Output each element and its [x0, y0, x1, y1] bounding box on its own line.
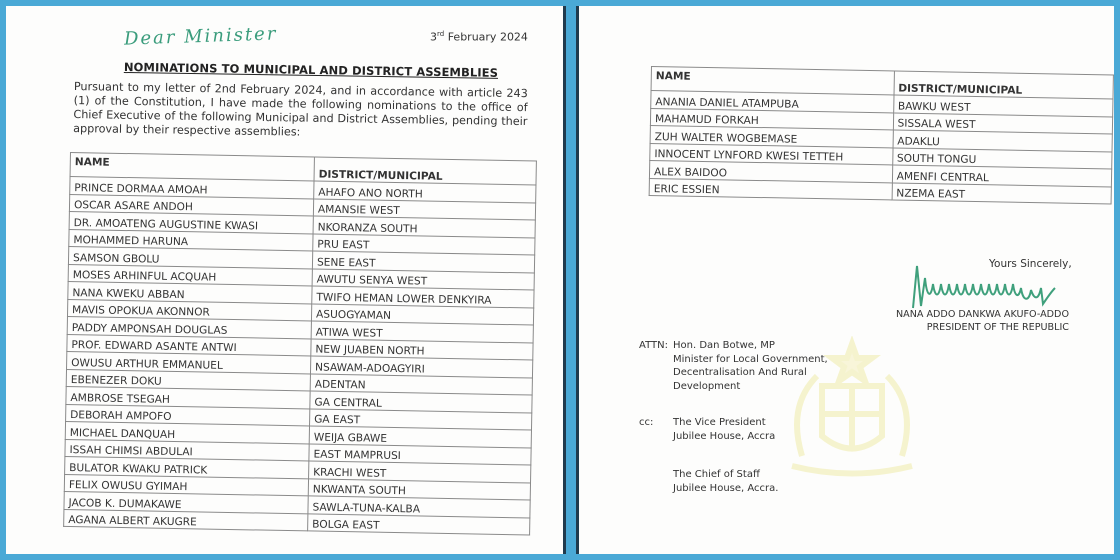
- district-name: SAWLA-TUNA-KALBA: [308, 496, 530, 518]
- district-name: ASUOGYAMAN: [311, 303, 533, 325]
- district-name: TWIFO HEMAN LOWER DENKYIRA: [312, 286, 534, 308]
- district-name: NKWANTA SOUTH: [308, 478, 530, 500]
- nominee-name: BULATOR KWAKU PATRICK: [65, 456, 309, 478]
- district-name: AMANSIE WEST: [313, 198, 535, 220]
- district-name: NZEMA EAST: [892, 182, 1112, 204]
- document-page-2: [576, 6, 1114, 554]
- district-name: WEIJA GBAWE: [309, 426, 531, 448]
- district-name: GA EAST: [310, 408, 532, 430]
- district-name: NKORANZA SOUTH: [313, 216, 535, 238]
- cc-label: cc:: [639, 417, 654, 428]
- nominee-name: ALEX BAIDOO: [649, 160, 892, 182]
- nominee-name: PRINCE DORMAA AMOAH: [70, 177, 314, 199]
- handwritten-salutation: Dear Minister: [123, 23, 278, 50]
- attn-line: Decentralisation And Rural: [673, 367, 807, 378]
- nominations-table-page-1: [63, 152, 537, 535]
- district-name: NEW JUABEN NORTH: [311, 338, 533, 360]
- district-name: ADAKLU: [893, 130, 1113, 152]
- column-header-name: NAME: [651, 67, 894, 95]
- district-name: NSAWAM-ADOAGYIRI: [310, 356, 532, 378]
- document-page-1: [6, 6, 566, 554]
- column-header-district: DISTRICT/MUNICIPAL: [314, 157, 536, 185]
- nominee-name: AGANA ALBERT AKUGRE: [64, 509, 308, 531]
- nominee-name: EBENEZER DOKU: [66, 369, 310, 391]
- attn-line: Development: [673, 380, 741, 392]
- nominee-name: MAHAMUD FORKAH: [650, 108, 893, 130]
- nominee-name: ZUH WALTER WOGBEMASE: [650, 125, 893, 147]
- document-title: NOMINATIONS TO MUNICIPAL AND DISTRICT ASSEMBLIES: [123, 60, 499, 80]
- nominee-name: INNOCENT LYNFORD KWESI TETTEH: [650, 143, 893, 165]
- nominee-name: MOHAMMED HARUNA: [69, 229, 313, 251]
- district-name: ATIWA WEST: [311, 321, 533, 343]
- cc-block-chief-of-staff: [673, 468, 778, 495]
- nominee-name: PADDY AMPONSAH DOUGLAS: [67, 316, 311, 338]
- nominee-name: DR. AMOATENG AUGUSTINE KWASI: [69, 211, 313, 233]
- nominee-name: MAVIS OPOKUA AKONNOR: [67, 299, 311, 321]
- closing-text: Yours Sincerely,: [989, 258, 1072, 270]
- nominee-name: SAMSON GBOLU: [68, 246, 312, 268]
- district-name: BAWKU WEST: [893, 95, 1113, 117]
- district-name: GA CENTRAL: [310, 391, 532, 413]
- district-name: BOLGA EAST: [308, 513, 530, 535]
- district-name: SISSALA WEST: [893, 112, 1113, 134]
- district-name: SENE EAST: [312, 251, 534, 273]
- nominee-name: MICHAEL DANQUAH: [65, 421, 309, 443]
- district-name: ADENTAN: [310, 373, 532, 395]
- nominee-name: NANA KWEKU ABBAN: [68, 281, 312, 303]
- district-name: AHAFO ANO NORTH: [314, 181, 536, 203]
- nominations-table-page-2: [649, 66, 1114, 204]
- district-name: SOUTH TONGU: [892, 147, 1112, 169]
- nominee-name: MOSES ARHINFUL ACQUAH: [68, 264, 312, 286]
- intro-paragraph: Pursuant to my letter of 2nd February 2024, and in accordance with article 243 (1) of the Constitution, I have made the following nominations to the office of Chief Executive of the following Municipal and District Assemblies, pending their approval by their respective assemblies:: [73, 80, 528, 139]
- nominee-name: ERIC ESSIEN: [649, 178, 892, 200]
- nominee-name: OSCAR ASARE ANDOH: [69, 194, 313, 216]
- column-header-name: NAME: [70, 153, 314, 181]
- cc-line: Jubilee House, Accra: [673, 430, 776, 442]
- district-name: PRU EAST: [313, 233, 535, 255]
- district-name: AWUTU SENYA WEST: [312, 268, 534, 290]
- cc-line: The Chief of Staff: [673, 469, 760, 480]
- column-header-district: DISTRICT/MUNICIPAL: [894, 71, 1114, 99]
- cc-line: The Vice President: [673, 417, 766, 428]
- cc-line: Jubilee House, Accra.: [673, 482, 779, 494]
- nominee-name: AMBROSE TSEGAH: [66, 386, 310, 408]
- nominee-name: OWUSU ARTHUR EMMANUEL: [67, 351, 311, 373]
- nominee-name: PROF. EDWARD ASANTE ANTWI: [67, 334, 311, 356]
- district-name: EAST MAMPRUSI: [309, 443, 531, 465]
- attn-line: Hon. Dan Botwe, MP: [673, 340, 775, 351]
- attention-block: [639, 339, 828, 393]
- attn-line: Minister for Local Government,: [673, 353, 828, 365]
- letter-date: 3rd February 2024: [430, 30, 528, 44]
- nominee-name: DEBORAH AMPOFO: [66, 404, 310, 426]
- cc-block-vice-president: [639, 416, 775, 443]
- nominee-name: ANANIA DANIEL ATAMPUBA: [651, 91, 894, 113]
- attn-label: ATTN:: [639, 340, 668, 351]
- signer-block: [889, 308, 1069, 334]
- district-name: AMENFI CENTRAL: [892, 165, 1112, 187]
- nominee-name: ISSAH CHIMSI ABDULAI: [65, 439, 309, 461]
- signer-name: NANA ADDO DANKWA AKUFO-ADDO: [895, 309, 1069, 320]
- nominee-name: JACOB K. DUMAKAWE: [64, 491, 308, 513]
- nominee-name: FELIX OWUSU GYIMAH: [64, 474, 308, 496]
- signer-title: PRESIDENT OF THE REPUBLIC: [926, 322, 1069, 333]
- district-name: KRACHI WEST: [309, 461, 531, 483]
